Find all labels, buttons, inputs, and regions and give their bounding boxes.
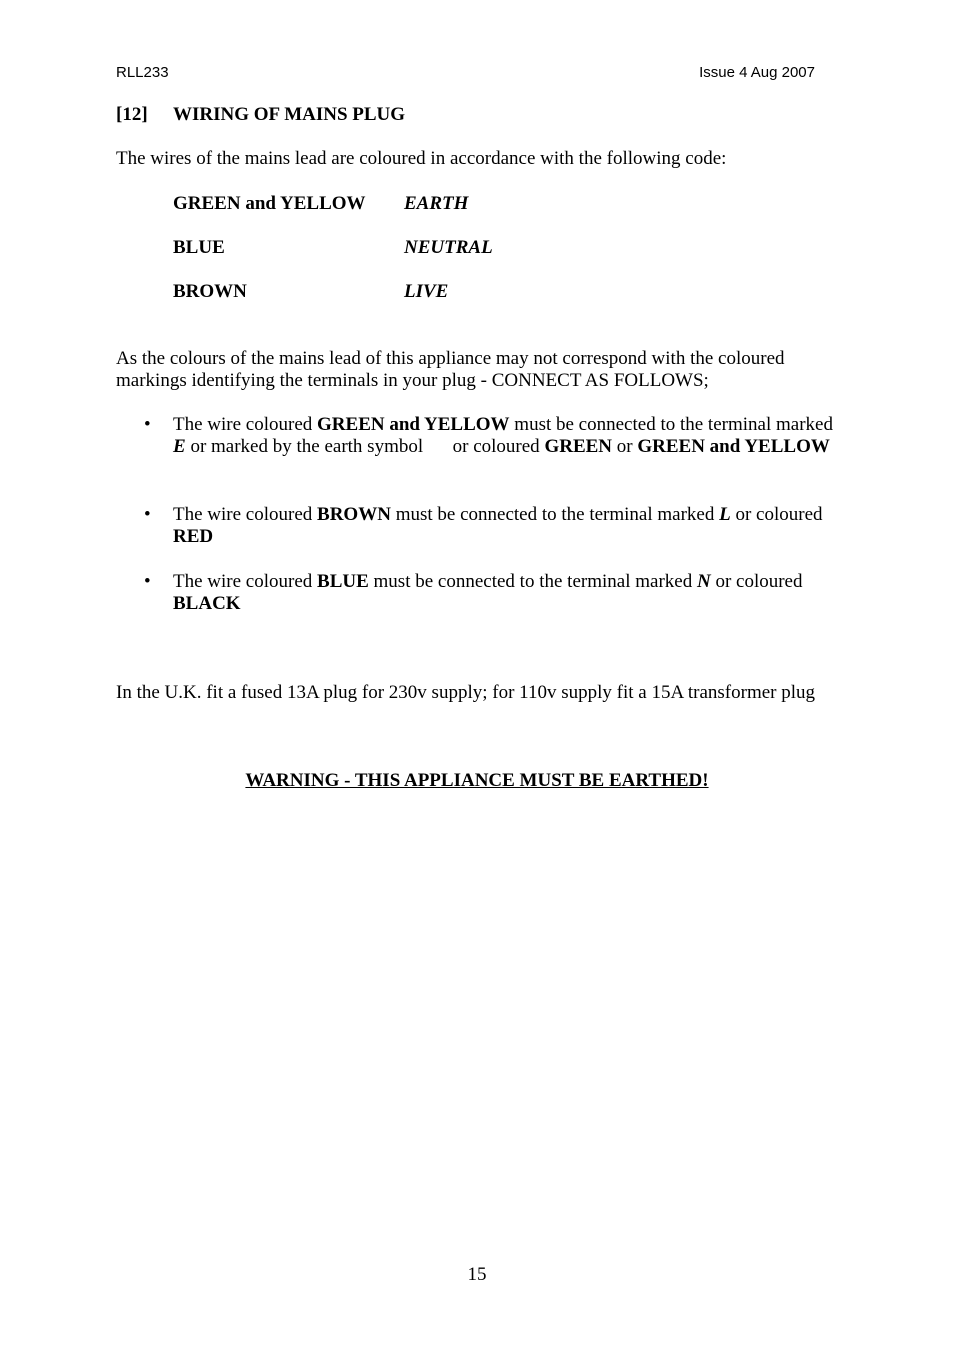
bullet-text: or coloured xyxy=(447,436,545,457)
intro-paragraph: The wires of the mains lead are coloured in accordance with the following code: xyxy=(116,148,727,169)
section-title: WIRING OF MAINS PLUG xyxy=(173,104,406,125)
code-color: BLUE xyxy=(173,237,225,258)
bullet-dot: • xyxy=(144,504,151,525)
bullet-text: must be connected to the terminal marked xyxy=(368,571,697,592)
bullet-bold: GREEN xyxy=(544,436,613,457)
bullet-text: must be connected to the terminal marked xyxy=(509,414,833,435)
terminal-letter: L xyxy=(719,504,731,525)
header-doc-code: RLL233 xyxy=(116,64,169,81)
bullet-text: The wire coloured xyxy=(173,414,318,435)
bullet-earth xyxy=(173,414,843,458)
code-meaning: EARTH xyxy=(404,193,469,214)
terminal-letter: E xyxy=(173,436,186,457)
bullet-live xyxy=(173,504,843,548)
code-row-neutral xyxy=(173,237,493,259)
code-color: BROWN xyxy=(173,281,247,302)
bullet-text: must be connected to the terminal marked xyxy=(390,504,720,525)
terminal-letter: N xyxy=(696,571,711,592)
code-meaning: LIVE xyxy=(404,281,449,302)
bullet-bold: BLACK xyxy=(173,593,241,614)
bullet-bold: RED xyxy=(173,526,214,547)
warning-text: WARNING - THIS APPLIANCE MUST BE EARTHED! xyxy=(245,770,709,791)
plug-note: In the U.K. fit a fused 13A plug for 230v supply; for 110v supply fit a 15A transformer plug xyxy=(116,682,816,703)
bullet-bold: GREEN and YELLOW xyxy=(317,414,510,435)
bullet-text: or coloured xyxy=(730,504,823,525)
code-color: GREEN and YELLOW xyxy=(173,193,366,214)
bullet-text: or marked by the earth symbol xyxy=(185,436,428,457)
code-row-live xyxy=(173,281,448,303)
bullet-text: or coloured xyxy=(710,571,803,592)
bullet-dot: • xyxy=(144,571,151,592)
bullet-text: The wire coloured xyxy=(173,504,318,525)
bullet-bold: BROWN xyxy=(317,504,391,525)
header-issue: Issue 4 Aug 2007 xyxy=(699,64,815,81)
section-number: [12] xyxy=(116,104,148,125)
connect-paragraph: As the colours of the mains lead of this appliance may not correspond with the coloured markings identifying the terminals in your plug - CONNECT AS FOLLOWS; xyxy=(116,348,785,391)
bullet-bold: GREEN and YELLOW xyxy=(637,436,830,457)
bullet-dot: • xyxy=(144,414,151,435)
bullet-text: The wire coloured xyxy=(173,571,318,592)
code-row-earth xyxy=(173,193,468,215)
page-number: 15 xyxy=(467,1264,487,1285)
bullet-bold: BLUE xyxy=(317,571,369,592)
bullet-neutral xyxy=(173,571,843,615)
bullet-text: or xyxy=(612,436,638,457)
code-meaning: NEUTRAL xyxy=(404,237,493,258)
section-heading xyxy=(116,104,405,126)
